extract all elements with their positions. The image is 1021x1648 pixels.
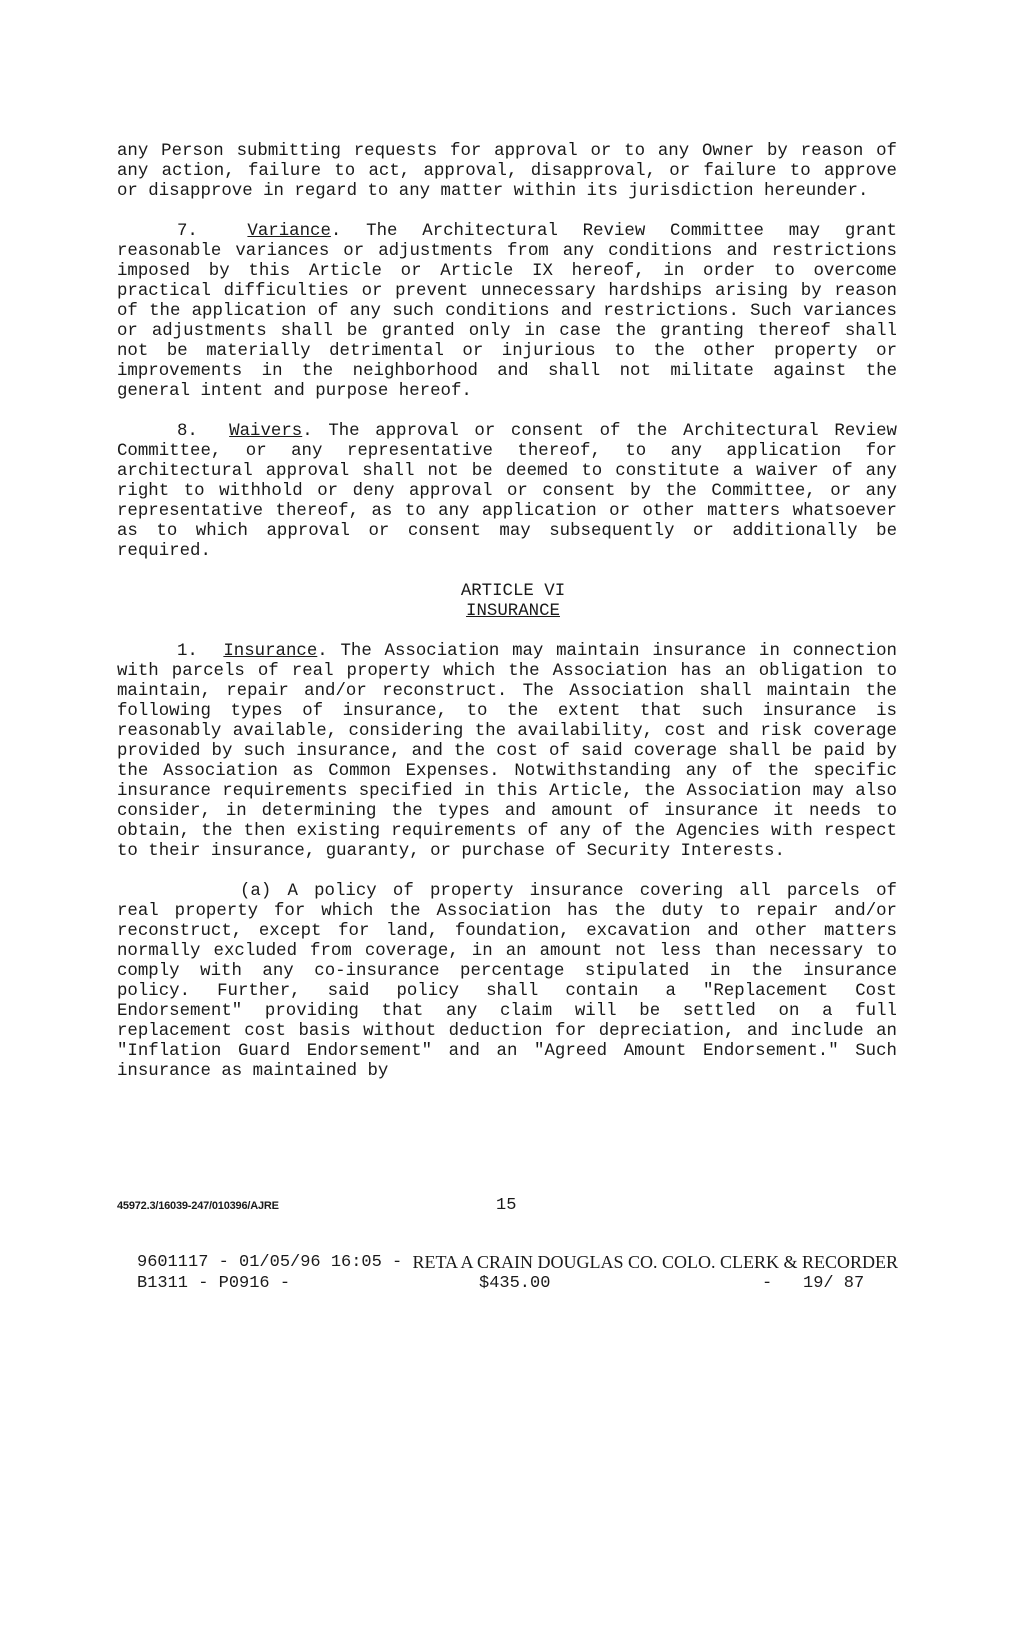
section-8-heading: Waivers — [229, 422, 303, 441]
article-title: INSURANCE — [466, 602, 560, 621]
recorder-name: RETA A CRAIN DOUGLAS CO. COLO. CLERK & RECORDER — [412, 1252, 899, 1272]
recording-line-2 — [137, 1273, 875, 1294]
section-7-heading: Variance — [247, 222, 331, 241]
paragraph-continuation: any Person submitting requests for approval or to any Owner by reason of any action, failure to act, approval, disapproval, or failure to approve or disapprove in regard to any matter within its jurisdiction hereunder. — [117, 142, 897, 201]
section-8-number: 8. — [177, 422, 198, 441]
section-1-insurance — [117, 642, 897, 862]
section-7-text: . The Architectural Review Committee may grant reasonable variances or adjustments from any conditions and restrictions imposed by this Article or Article IX hereof, in order to overcome practical difficulties or prevent unnecessary hardships arising by reason of the application of any such conditions and restrictions. Such variances or adjustments shall be granted only in case the granting thereof shall not be materially detrimental or injurious to the other property or improvements in the neighborhood and shall not militate against the general intent and purpose hereof. — [117, 222, 897, 401]
recording-dash: - — [762, 1274, 773, 1293]
section-7-variance — [117, 222, 897, 402]
document-id: 45972.3/16039-247/010396/AJRE — [117, 1200, 279, 1212]
section-8-text: . The approval or consent of the Architectural Review Committee, or any representative thereof, to any application for architectural approval shall not be deemed to constitute a waiver of any right to withhold or deny approval or consent by the Committee, or any representative thereof, as to any application or other matters whatsoever as to which approval or consent may subsequently or additionally be required. — [117, 422, 897, 561]
section-7-number: 7. — [177, 222, 198, 241]
section-8-waivers — [117, 422, 897, 562]
book-page: B1311 - P0916 - — [137, 1274, 291, 1293]
recording-stamp — [137, 1252, 899, 1294]
body-text — [117, 142, 897, 1102]
page-of-total: 19/ 87 — [803, 1274, 865, 1293]
section-1-heading: Insurance — [223, 642, 318, 661]
page-number: 15 — [496, 1196, 517, 1215]
article-heading — [117, 582, 897, 622]
subsection-a: (a) A policy of property insurance covering all parcels of real property for which the Association has the duty to repair and/or reconstruct, except for land, foundation, excavation and other matters normally excluded from coverage, in an amount not less than necessary to comply with any co-insurance percentage stipulated in the insurance policy. Further, said policy shall contain a "Replacement Cost Endorsement" providing that any claim will be settled on a full replacement cost basis without deduction for depreciation, and include an "Inflation Guard Endorsement" and an "Agreed Amount Endorsement." Such insurance as maintained by — [117, 882, 897, 1081]
section-1-number: 1. — [177, 642, 198, 661]
section-1-text: . The Association may maintain insurance in connection with parcels of real property which the Association has an obligation to maintain, repair and/or reconstruct. The Association shall maintain the following types of insurance, to the extent that such insurance is reasonably available, considering the availability, cost and risk coverage provided by such insurance, and the cost of said coverage shall be paid by the Association as Common Expenses. Notwithstanding any of the specific insurance requirements specified in this Article, the Association may also consider, in determining the types and amount of insurance it needs to obtain, the then existing requirements of any of the Agencies with respect to their insurance, guaranty, or purchase of Security Interests. — [117, 642, 897, 861]
recording-fee: $435.00 — [479, 1274, 551, 1293]
recording-line-1 — [137, 1252, 899, 1273]
article-number: ARTICLE VI — [460, 582, 566, 601]
reception-number: 9601117 - 01/05/96 16:05 - — [137, 1253, 413, 1272]
